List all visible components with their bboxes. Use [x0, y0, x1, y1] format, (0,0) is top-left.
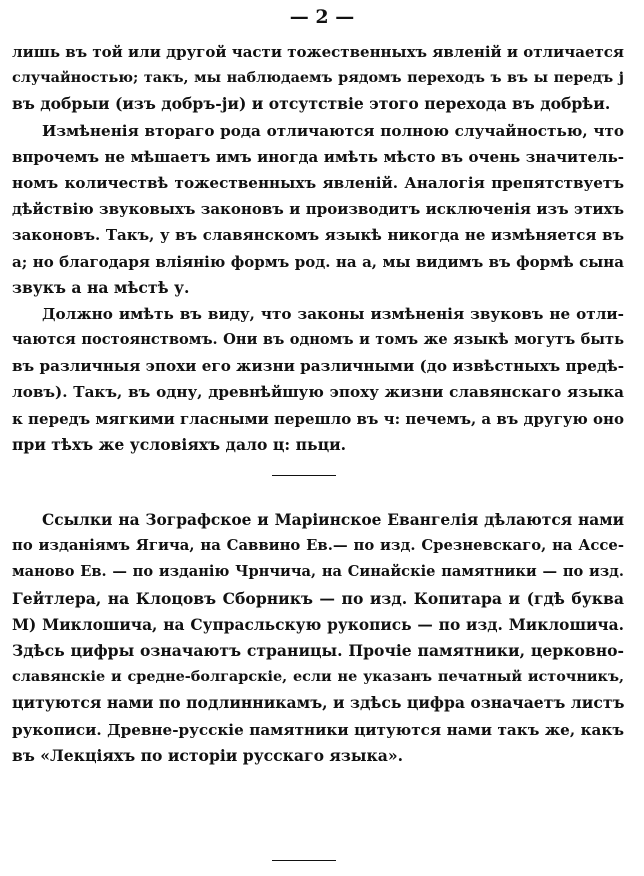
text-line: ловъ). Такъ, въ одну, древнѣйшую эпоху жизни славянскаго языка — [12, 383, 624, 402]
text-line: рукописи. Древне-русскіе памятники цитуются нами такъ же, какъ — [12, 720, 624, 739]
text-line: цитуются нами по подлинникамъ, и здѣсь цифра означаетъ листъ — [12, 693, 624, 713]
text-line: при тѣхъ же условіяхъ дало ц: пьци. — [12, 434, 347, 454]
text-line: чаются постоянствомъ. Они въ одномъ и томъ же языкѣ могутъ быть — [12, 331, 624, 349]
text-line: номъ количествѣ тожественныхъ явленій. Аналогія препятствуетъ — [12, 173, 624, 192]
text-line: маново Ев. — по изданію Чрнчича, на Синайскіе памятники — по изд. — [12, 563, 624, 581]
text-line: М) Миклошича, на Супрасльскую рукопись — по изд. Миклошича. — [12, 615, 624, 634]
text-line: въ добрыи (изъ добръ-ји) и отсутствіе этого перехода въ добрѣи. — [12, 94, 611, 114]
text-line: звукъ а на мѣстѣ у. — [12, 277, 190, 297]
section-divider — [272, 475, 336, 476]
text-line: Здѣсь цифры означаютъ страницы. Прочіе памятники, церковно- — [12, 640, 624, 660]
text-line: а; но благодаря вліянію формъ род. на а, мы видимъ въ формѣ сына — [12, 252, 624, 271]
text-line: въ различныя эпохи его жизни различными (до извѣстныхъ предѣ- — [12, 357, 624, 376]
bottom-divider — [272, 860, 336, 861]
text-line: к передъ мягкими гласными перешло въ ч: печемъ, а въ другую оно — [12, 409, 624, 428]
text-line: Измѣненія втораго рода отличаются полною случайностью, что — [42, 121, 624, 140]
text-line: случайностью; такъ, мы наблюдаемъ рядомъ переходъ ъ въ ы передъ j — [12, 69, 624, 87]
text-line: въ «Лекціяхъ по исторіи русскаго языка». — [12, 745, 404, 765]
section-source-references — [12, 507, 624, 769]
section-phonetic-laws — [12, 39, 624, 458]
text-line: законовъ. Такъ, у въ славянскомъ языкѣ никогда не измѣняется въ — [12, 226, 624, 245]
text-line: впрочемъ не мѣшаетъ имъ иногда имѣть мѣсто въ очень значитель- — [12, 147, 624, 166]
text-line: Должно имѣть въ виду, что законы измѣненія звуковъ не отли- — [42, 304, 624, 323]
text-line: дѣйствію звуковыхъ законовъ и производитъ исключенія изъ этихъ — [12, 200, 624, 219]
text-line: Ссылки на Зографское и Маріинское Евангелія дѣлаются нами — [42, 511, 624, 529]
text-line: Гейтлера, на Клоцовъ Сборникъ — по изд. Копитара и (гдѣ буква — [12, 588, 624, 608]
text-line: по изданіямъ Ягича, на Саввино Ев.— по изд. Срезневскаго, на Ассе- — [12, 537, 624, 555]
text-line: славянскіе и средне-болгарскіе, если не указанъ печатный источникъ, — [12, 668, 624, 686]
text-line: лишь въ той или другой части тожественныхъ явленій и отличается — [12, 43, 624, 61]
page-number: — 2 — — [289, 6, 355, 28]
